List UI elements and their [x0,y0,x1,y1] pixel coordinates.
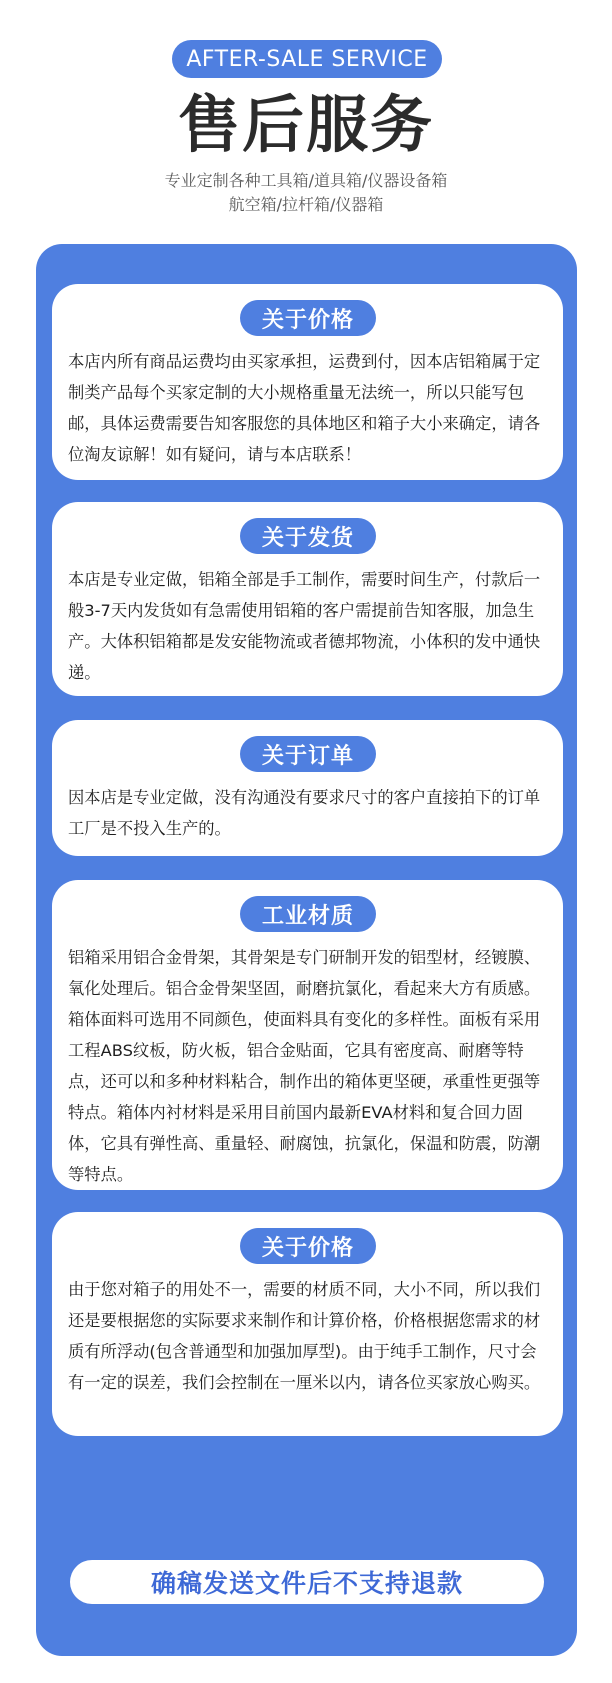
card-pricing-detail [52,1212,563,1436]
after-sale-badge: AFTER-SALE SERVICE [172,40,442,78]
card-title: 关于价格 [240,300,376,336]
card-title: 关于发货 [240,518,376,554]
card-price [52,284,563,480]
card-text: 由于您对箱子的用处不一，需要的材质不同，大小不同，所以我们还是要根据您的实际要求来制作和计算价格，价格根据您需求的材质有所浮动(包含普通型和加强加厚型)。由于纯手工制作，尺寸会有一定的误差，我们会控制在一厘米以内，请各位买家放心购买。 [68,1280,541,1392]
page-title: 售后服务 [177,88,434,161]
card-text: 铝箱采用铝合金骨架，其骨架是专门研制开发的铝型材，经镀膜、氧化处理后。铝合金骨架坚固，耐磨抗氯化，看起来大方有质感。箱体面料可选用不同颜色，使面料具有变化的多样性。面板有采用工程ABS纹板，防火板，铝合金贴面，它具有密度高、耐磨等特点，还可以和多种材料粘合，制作出的箱体更坚硬，承重性更强等特点。箱体内衬材料是采用目前国内最新EVA材料和复合回力固体，它具有弹性高、重量轻、耐腐蚀，抗氯化，保温和防震，防潮等特点。 [68,948,541,1184]
subtitle-line-2: 航空箱/拉杆箱/仪器箱 [228,195,384,214]
card-text: 本店内所有商品运费均由买家承担，运费到付，因本店铝箱属于定制类产品每个买家定制的大小规格重量无法统一，所以只能写包邮，具体运费需要告知客服您的具体地区和箱子大小来确定，请各位淘友谅解！如有疑问，请与本店联系！ [68,352,541,464]
card-material [52,880,563,1190]
subtitle-line-1: 专业定制各种工具箱/道具箱/仪器设备箱 [164,171,448,190]
card-title: 关于订单 [240,736,376,772]
no-refund-notice: 确稿发送文件后不支持退款 [70,1560,544,1604]
card-text: 因本店是专业定做，没有沟通没有要求尺寸的客户直接拍下的订单工厂是不投入生产的。 [68,788,541,838]
card-order [52,720,563,856]
service-panel [36,244,577,1656]
card-text: 本店是专业定做，铝箱全部是手工制作，需要时间生产，付款后一般3-7天内发货如有急需使用铝箱的客户需提前告知客服，加急生产。大体积铝箱都是发安能物流或者德邦物流，小体积的发中通快递。 [68,570,541,682]
card-title: 关于价格 [240,1228,376,1264]
card-shipping [52,502,563,696]
card-title: 工业材质 [240,896,376,932]
